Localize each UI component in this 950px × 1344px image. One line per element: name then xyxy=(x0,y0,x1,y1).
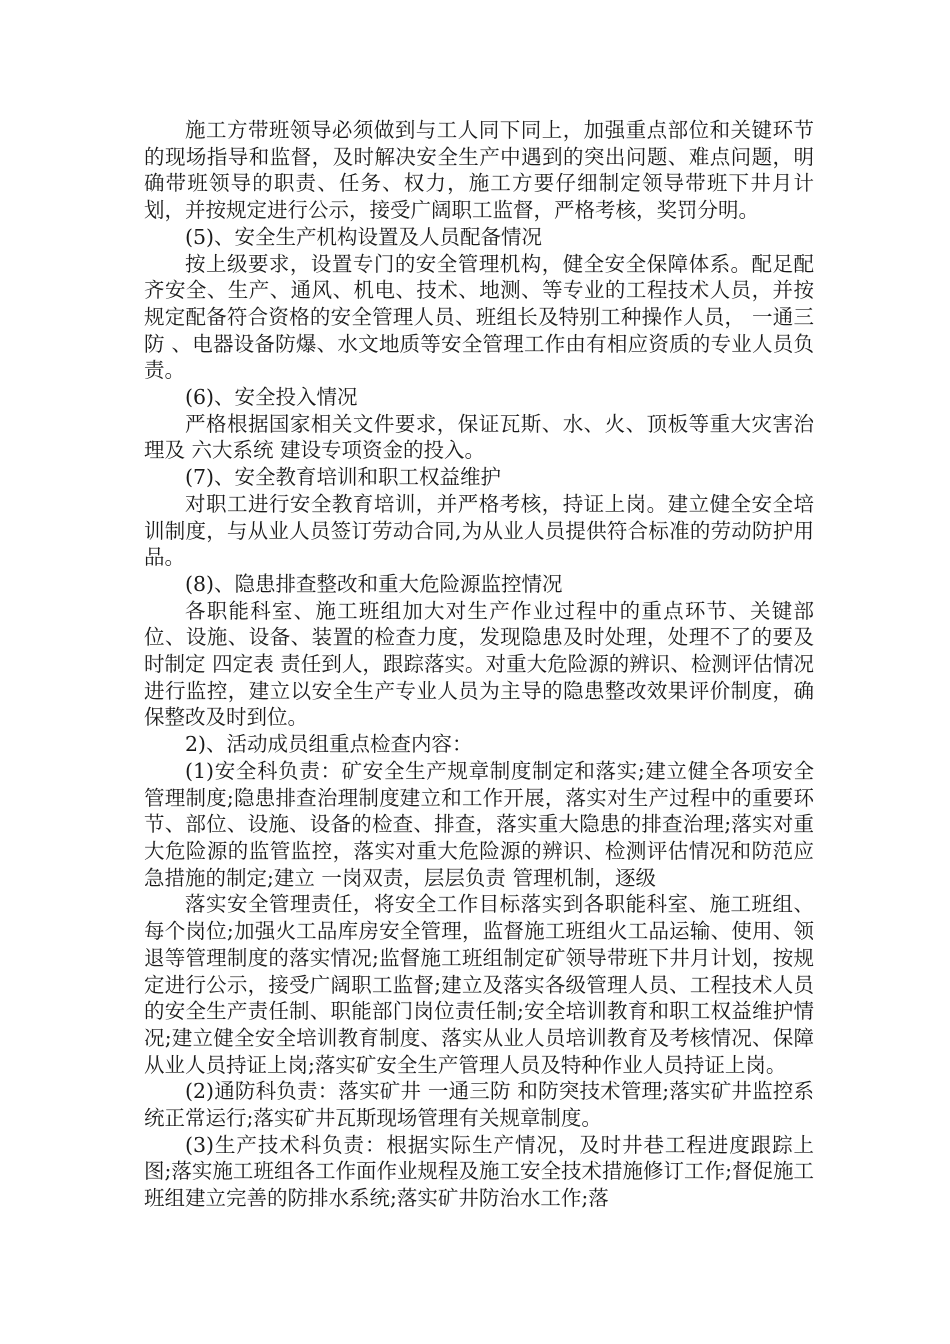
paragraph-leader-duty: 施工方带班领导必须做到与工人同下同上，加强重点部位和关键环节的现场指导和监督，及时解决安全生产中遇到的突出问题、难点问题，明确带班领导的职责、任务、权力，施工方要仔细制定领导带班下井月计划，并按规定进行公示，接受广阔职工监督，严格考核，奖罚分明。 xyxy=(144,118,814,223)
paragraph-ventilation-dept: (2)通防科负责：落实矿井 一通三防 和防突技术管理;落实矿井监控系统正常运行;落实矿井瓦斯现场管理有关规章制度。 xyxy=(144,1079,814,1131)
paragraph-safety-org: 按上级要求，设置专门的安全管理机构，健全安全保障体系。配足配齐安全、生产、通风、机电、技术、地测、等专业的工程技术人员，并按规定配备符合资格的安全管理人员、班组长及特别工种操作人员， 一通三防 、电器设备防爆、水文地质等安全管理工作由有相应资质的专业人员负责。 xyxy=(144,251,814,383)
paragraph-hazard-check: 各职能科室、施工班组加大对生产作业过程中的重点环节、关键部位、设施、设备、装置的检查力度，发现隐患及时处理，处理不了的要及时制定 四定表 责任到人，跟踪落实。对重大危险源的辨识、检测评估情况进行监控，建立以安全生产专业人员为主导的隐患整改效果评价制度，确保整改及时到位。 xyxy=(144,598,814,730)
paragraph-production-dept: (3)生产技术科负责：根据实际生产情况，及时井巷工程进度跟踪上图;落实施工班组各工作面作业规程及施工安全技术措施修订工作;督促施工班组建立完善的防排水系统;落实矿井防治水工作;落 xyxy=(144,1132,814,1211)
paragraph-safety-dept: (1)安全科负责：矿安全生产规章制度制定和落实;建立健全各项安全管理制度;隐患排查治理制度建立和工作开展，落实对生产过程中的重要环节、部位、设施、设备的检查、排查，落实重大隐患的排查治理;落实对重大危险源的监管监控，落实对重大危险源的辨识、检测评估情况和防范应急措施的制定;建立 一岗双责，层层负责 管理机制，逐级 xyxy=(144,758,814,890)
heading-hazard-check: (8)、隐患排查整改和重大危险源监控情况 xyxy=(185,571,563,596)
paragraph-safety-training: 对职工进行安全教育培训，并严格考核，持证上岗。建立健全安全培训制度，与从业人员签订劳动合同,为从业人员提供符合标准的劳动防护用品。 xyxy=(144,491,814,570)
paragraph-safety-responsibility: 落实安全管理责任，将安全工作目标落实到各职能科室、施工班组、每个岗位;加强火工品库房安全管理，监督施工班组火工品运输、使用、领退等管理制度的落实情况;监督施工班组制定矿领导带班下井月计划，按规定进行公示，接受广阔职工监督;建立及落实各级管理人员、工程技术人员的安全生产责任制、职能部门岗位责任制;安全培训教育和职工权益维护情况;建立健全安全培训教育制度、落实从业人员培训教育及考核情况、保障从业人员持证上岗;落实矿安全生产管理人员及特种作业人员持证上岗。 xyxy=(144,892,814,1077)
heading-safety-org: (5)、安全生产机构设置及人员配备情况 xyxy=(185,224,543,249)
paragraph-safety-investment: 严格根据国家相关文件要求，保证瓦斯、水、火、顶板等重大灾害治理及 六大系统 建设专项资金的投入。 xyxy=(144,411,814,463)
heading-inspection-content: 2)、活动成员组重点检查内容： xyxy=(185,732,473,757)
heading-safety-training: (7)、安全教育培训和职工权益维护 xyxy=(185,465,502,490)
heading-safety-investment: (6)、安全投入情况 xyxy=(185,385,358,410)
document-page xyxy=(144,117,814,1212)
